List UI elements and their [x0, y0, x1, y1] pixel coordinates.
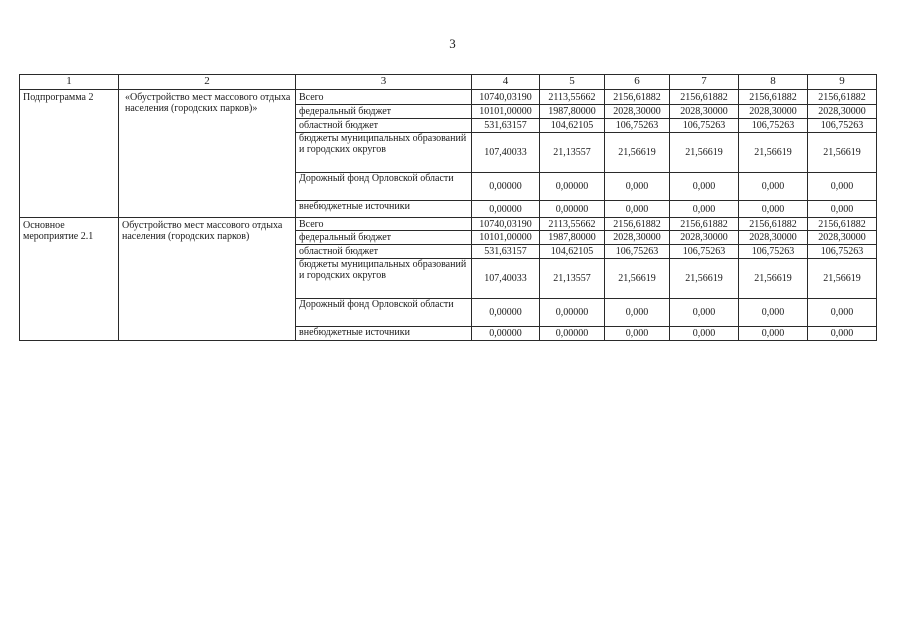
program-name-cell: «Обустройство мест массового отдыха населения (городских парков)» — [119, 90, 296, 218]
funding-source-cell: Всего — [296, 218, 472, 231]
funding-source-cell: федеральный бюджет — [296, 231, 472, 245]
value-cell: 104,62105 — [540, 119, 605, 133]
value-cell: 10740,03190 — [472, 90, 540, 105]
value-cell: 21,13557 — [540, 259, 605, 299]
value-cell: 0,000 — [808, 299, 877, 327]
value-cell: 2028,30000 — [739, 105, 808, 119]
value-cell: 0,000 — [670, 299, 739, 327]
value-cell: 2156,61882 — [670, 218, 739, 231]
value-cell: 0,000 — [605, 299, 670, 327]
value-cell: 0,00000 — [472, 201, 540, 218]
value-cell: 0,00000 — [472, 299, 540, 327]
value-cell: 1987,80000 — [540, 105, 605, 119]
value-cell: 2113,55662 — [540, 218, 605, 231]
table-row — [20, 218, 877, 231]
value-cell: 10101,00000 — [472, 105, 540, 119]
value-cell: 0,000 — [739, 201, 808, 218]
header-row — [20, 75, 877, 90]
value-cell: 21,56619 — [605, 259, 670, 299]
funding-source-cell: внебюджетные источники — [296, 201, 472, 218]
value-cell: 2028,30000 — [670, 231, 739, 245]
funding-source-cell: Дорожный фонд Орловской области — [296, 299, 472, 327]
program-name-cell: Обустройство мест массового отдыха населения (городских парков) — [119, 218, 296, 341]
value-cell: 21,56619 — [739, 259, 808, 299]
value-cell: 531,63157 — [472, 245, 540, 259]
value-cell: 2028,30000 — [605, 231, 670, 245]
value-cell: 0,000 — [670, 173, 739, 201]
value-cell: 107,40033 — [472, 133, 540, 173]
funding-source-cell: областной бюджет — [296, 119, 472, 133]
value-cell: 10101,00000 — [472, 231, 540, 245]
value-cell: 2028,30000 — [739, 231, 808, 245]
value-cell: 21,56619 — [808, 133, 877, 173]
value-cell: 531,63157 — [472, 119, 540, 133]
value-cell: 0,00000 — [540, 299, 605, 327]
value-cell: 2028,30000 — [605, 105, 670, 119]
column-header: 3 — [296, 75, 472, 90]
column-header: 7 — [670, 75, 739, 90]
value-cell: 0,000 — [808, 327, 877, 341]
value-cell: 2156,61882 — [605, 218, 670, 231]
column-header: 2 — [119, 75, 296, 90]
column-header: 8 — [739, 75, 808, 90]
value-cell: 106,75263 — [670, 245, 739, 259]
column-header: 1 — [20, 75, 119, 90]
value-cell: 2028,30000 — [808, 105, 877, 119]
value-cell: 2028,30000 — [808, 231, 877, 245]
funding-source-cell: бюджеты муниципальных образований и городских округов — [296, 259, 472, 299]
value-cell: 21,56619 — [670, 259, 739, 299]
funding-source-cell: федеральный бюджет — [296, 105, 472, 119]
value-cell: 2156,61882 — [739, 90, 808, 105]
funding-source-cell: областной бюджет — [296, 245, 472, 259]
value-cell: 104,62105 — [540, 245, 605, 259]
value-cell: 0,00000 — [540, 173, 605, 201]
program-code-cell: Основное мероприятие 2.1 — [20, 218, 119, 341]
value-cell: 0,000 — [605, 201, 670, 218]
column-header: 6 — [605, 75, 670, 90]
budget-table — [19, 74, 877, 341]
value-cell: 0,000 — [739, 173, 808, 201]
column-header: 5 — [540, 75, 605, 90]
program-code-cell: Подпрограмма 2 — [20, 90, 119, 218]
value-cell: 106,75263 — [605, 245, 670, 259]
value-cell: 2113,55662 — [540, 90, 605, 105]
value-cell: 21,13557 — [540, 133, 605, 173]
value-cell: 0,000 — [670, 201, 739, 218]
value-cell: 21,56619 — [808, 259, 877, 299]
value-cell: 2028,30000 — [670, 105, 739, 119]
value-cell: 0,000 — [670, 327, 739, 341]
value-cell: 106,75263 — [605, 119, 670, 133]
value-cell: 106,75263 — [808, 119, 877, 133]
value-cell: 2156,61882 — [739, 218, 808, 231]
value-cell: 0,000 — [739, 299, 808, 327]
funding-source-cell: бюджеты муниципальных образований и городских округов — [296, 133, 472, 173]
value-cell: 10740,03190 — [472, 218, 540, 231]
value-cell: 0,000 — [808, 201, 877, 218]
value-cell: 21,56619 — [670, 133, 739, 173]
value-cell: 0,000 — [739, 327, 808, 341]
value-cell: 2156,61882 — [808, 90, 877, 105]
value-cell: 0,00000 — [540, 201, 605, 218]
value-cell: 0,000 — [605, 173, 670, 201]
value-cell: 106,75263 — [739, 245, 808, 259]
value-cell: 2156,61882 — [808, 218, 877, 231]
value-cell: 0,000 — [605, 327, 670, 341]
table-body — [20, 90, 877, 341]
value-cell: 0,000 — [808, 173, 877, 201]
value-cell: 2156,61882 — [670, 90, 739, 105]
value-cell: 107,40033 — [472, 259, 540, 299]
value-cell: 106,75263 — [670, 119, 739, 133]
value-cell: 1987,80000 — [540, 231, 605, 245]
value-cell: 0,00000 — [472, 173, 540, 201]
funding-source-cell: Дорожный фонд Орловской области — [296, 173, 472, 201]
value-cell: 21,56619 — [605, 133, 670, 173]
value-cell: 0,00000 — [472, 327, 540, 341]
page-number: 3 — [449, 36, 456, 51]
value-cell: 2156,61882 — [605, 90, 670, 105]
value-cell: 106,75263 — [739, 119, 808, 133]
table-row — [20, 90, 877, 105]
funding-source-cell: внебюджетные источники — [296, 327, 472, 341]
value-cell: 106,75263 — [808, 245, 877, 259]
column-header: 4 — [472, 75, 540, 90]
column-header: 9 — [808, 75, 877, 90]
value-cell: 0,00000 — [540, 327, 605, 341]
funding-source-cell: Всего — [296, 90, 472, 105]
value-cell: 21,56619 — [739, 133, 808, 173]
